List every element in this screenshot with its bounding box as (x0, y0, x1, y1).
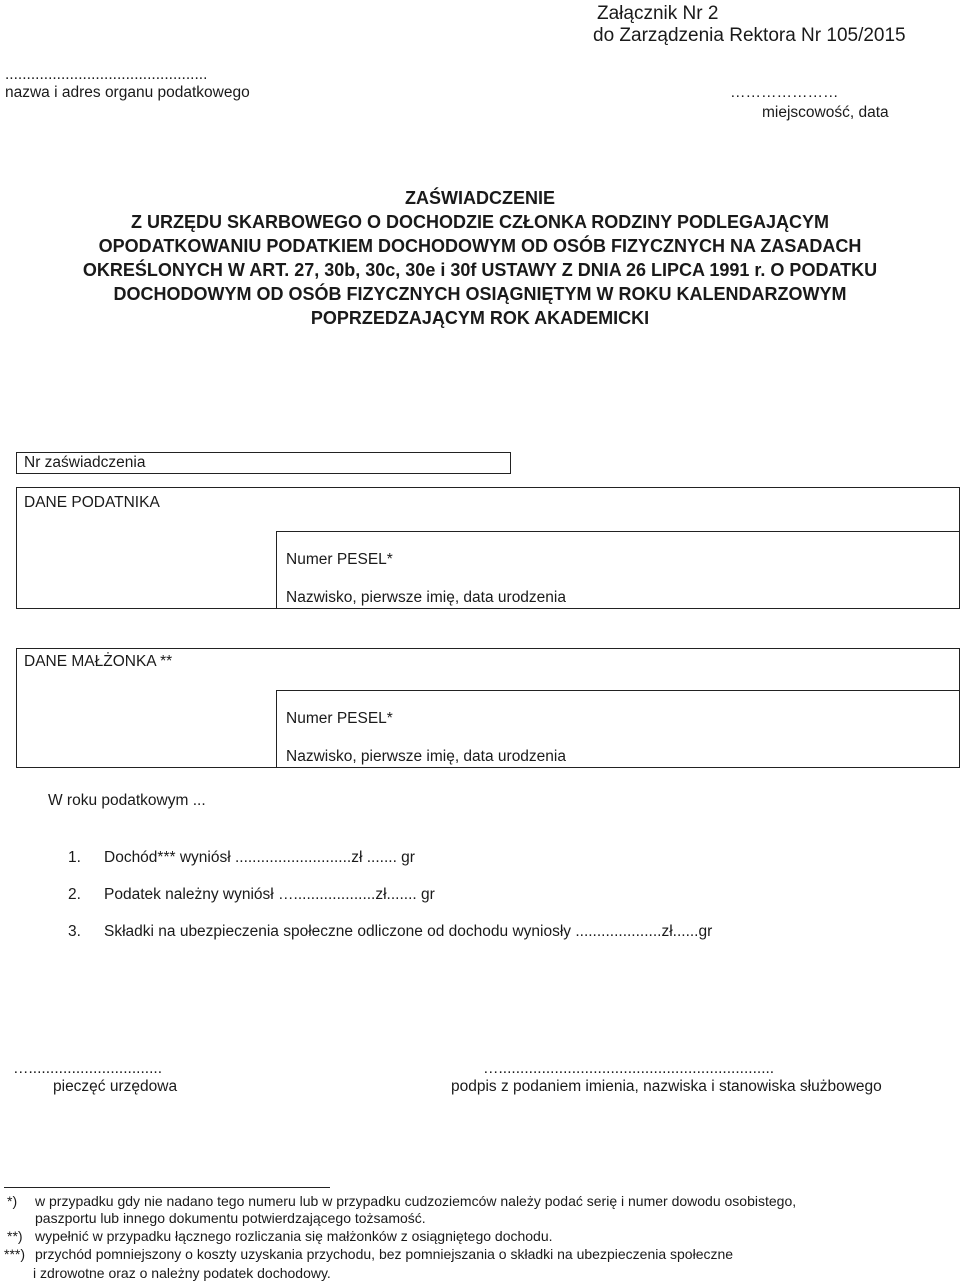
spouse-pesel-label: Numer PESEL* (286, 710, 393, 727)
title-line-5: DOCHODOWYM OD OSÓB FIZYCZNYCH OSIĄGNIĘTYM W ROKU KALENDARZOWYM (113, 284, 847, 304)
item-tax-due: Podatek należny wyniósł …...................zł....... gr (104, 886, 435, 903)
footnote-separator (4, 1187, 330, 1188)
document-title (0, 186, 960, 330)
title-line-4: OKREŚLONYCH W ART. 27, 30b, 30c, 30e i 30f USTAWY Z DNIA 26 LIPCA 1991 r. O PODATKU (82, 260, 878, 280)
annex-number: Załącznik Nr 2 (597, 3, 719, 24)
taxpayer-name-label: Nazwisko, pierwsze imię, data urodzenia (286, 589, 566, 606)
footnote-1-line-2: paszportu lub innego dokumentu potwierdzającego tożsamość. (35, 1210, 426, 1226)
footnote-3-line-2: i zdrowotne oraz o należny podatek dochodowy. (33, 1265, 331, 1281)
signature-label: podpis z podaniem imienia, nazwiska i stanowiska służbowego (451, 1078, 882, 1095)
place-date-label: miejscowość, data (762, 104, 889, 121)
taxpayer-divider (276, 531, 277, 609)
taxpayer-pesel-label: Numer PESEL* (286, 551, 393, 568)
item-income: Dochód*** wyniósł ...........................zł ....... gr (104, 849, 415, 866)
footnote-mark: ***) (4, 1246, 26, 1262)
footnote-1-line-1: w przypadku gdy nie nadano tego numeru lub w przypadku cudzoziemców należy podać serię i numer dowodu osobistego, (35, 1193, 797, 1209)
title-line-3: OPODATKOWANIU PODATKIEM DOCHODOWYM OD OSÓB FIZYCZNYCH NA ZASADACH (98, 236, 862, 256)
stamp-dots: …............................... (13, 1060, 162, 1077)
spouse-section-label: DANE MAŁŻONKA ** (24, 653, 173, 670)
taxpayer-top-line (276, 531, 960, 532)
spouse-name-label: Nazwisko, pierwsze imię, data urodzenia (286, 748, 566, 765)
tax-year-label: W roku podatkowym ... (48, 792, 206, 809)
title-line-6: POPRZEDZAJĄCYM ROK AKADEMICKI (310, 308, 650, 328)
footnote-2-line-1: wypełnić w przypadku łącznego rozliczania się małżonków z osiągniętego dochodu. (35, 1228, 553, 1244)
cert-number-field[interactable] (16, 452, 511, 474)
office-dots: ............................................... (5, 66, 208, 83)
cert-number-label: Nr zaświadczenia (24, 454, 146, 471)
item-number: 3. (68, 923, 81, 940)
item-number: 1. (68, 849, 81, 866)
footnote-3-line-1: przychód pomniejszony o koszty uzyskania przychodu, bez pomniejszania o składki na ubezpieczenia społeczne (35, 1246, 734, 1262)
item-number: 2. (68, 886, 81, 903)
title-line-2: Z URZĘDU SKARBOWEGO O DOCHODZIE CZŁONKA RODZINY PODLEGAJĄCYM (130, 212, 829, 232)
spouse-top-line (276, 690, 960, 691)
item-social-contributions: Składki na ubezpieczenia społeczne odliczone od dochodu wyniosły ....................zł......gr (104, 923, 713, 940)
signature-dots: …................................................................ (483, 1060, 775, 1077)
stamp-label: pieczęć urzędowa (53, 1078, 178, 1095)
place-date-dots: ………………… (730, 84, 839, 101)
taxpayer-section-label: DANE PODATNIKA (24, 494, 160, 511)
footnote-mark: *) (7, 1193, 18, 1209)
footnote-mark: **) (7, 1228, 23, 1244)
office-label: nazwa i adres organu podatkowego (5, 84, 250, 101)
title-line-1: ZAŚWIADCZENIE (405, 188, 555, 208)
annex-regulation: do Zarządzenia Rektora Nr 105/2015 (593, 25, 906, 46)
spouse-divider (276, 690, 277, 768)
